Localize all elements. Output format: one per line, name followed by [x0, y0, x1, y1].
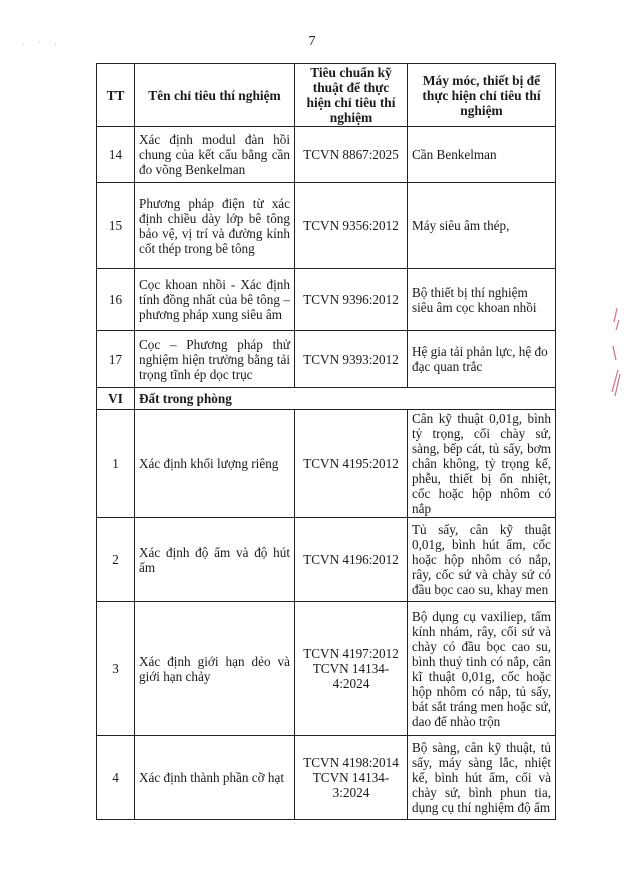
page-number: 7: [308, 34, 316, 49]
row-standard: TCVN 9393:2012: [295, 331, 408, 388]
row-test-name: Xác định modul đàn hồi chung của kết cấu bằng cần đo võng Benkelman: [135, 127, 295, 183]
row-standard: TCVN 4196:2012: [295, 518, 408, 602]
row-equipment: Cần Benkelman: [408, 127, 556, 183]
row-test-name: Xác định giới hạn dẻo và giới hạn chảy: [135, 602, 295, 736]
header-standard: Tiêu chuẩn kỹ thuật để thực hiện chỉ tiêu thí nghiệm: [295, 64, 408, 127]
table-row: [97, 183, 556, 269]
row-tt: 17: [97, 331, 135, 388]
row-standard: TCVN 9396:2012: [295, 269, 408, 331]
section-number: VI: [97, 388, 135, 410]
table-row: [97, 269, 556, 331]
red-margin-stamp: [603, 300, 623, 400]
header-equipment: Máy móc, thiết bị để thực hiện chỉ tiêu thí nghiệm: [408, 64, 556, 127]
row-standard: TCVN 4197:2012 TCVN 14134-4:2024: [295, 602, 408, 736]
row-standard: TCVN 8867:2025: [295, 127, 408, 183]
table-row: [97, 602, 556, 736]
row-tt: 4: [97, 736, 135, 820]
table-header-row: [97, 64, 556, 127]
table-row: [97, 736, 556, 820]
section-row: [97, 388, 556, 410]
header-tt: TT: [97, 64, 135, 127]
table-row: [97, 127, 556, 183]
row-test-name: Phương pháp điện từ xác định chiều dày lớp bê tông bảo vệ, vị trí và đường kính cốt thép trong bê tông: [135, 183, 295, 269]
table-row: [97, 410, 556, 518]
row-equipment: Bộ dụng cụ vaxiliep, tấm kính nhám, rây, cối sứ và chày có đầu bọc cao su, bình thuỷ tinh có nắp, cân kĩ thuật 0,01g, cốc hoặc hộp nhôm có nắp, tủ sấy, bát sắt tráng men hoặc sứ, dao để nhào trộn: [408, 602, 556, 736]
row-tt: 3: [97, 602, 135, 736]
table-row: [97, 331, 556, 388]
row-test-name: Xác định độ ẩm và độ hút ẩm: [135, 518, 295, 602]
table-row: [97, 518, 556, 602]
row-tt: 1: [97, 410, 135, 518]
section-title: Đất trong phòng: [135, 388, 556, 410]
row-equipment: Máy siêu âm thép,: [408, 183, 556, 269]
scan-specks: . · .: [22, 38, 63, 47]
row-equipment: Tủ sấy, cân kỹ thuật 0,01g, bình hút ẩm, cốc hoặc hộp nhôm có nắp, rây, cốc sứ và chày sứ có đầu bọc cao su, khay men: [408, 518, 556, 602]
row-standard: TCVN 9356:2012: [295, 183, 408, 269]
row-equipment: Cân kỹ thuật 0,01g, bình tỷ trọng, cối chày sứ, sàng, bếp cát, tủ sấy, bơm chân không, tỷ trọng kế, phễu, thiết bị ổn nhiệt, cốc hoặc hộp nhôm có nắp: [408, 410, 556, 518]
row-tt: 14: [97, 127, 135, 183]
header-test-name: Tên chỉ tiêu thí nghiệm: [135, 64, 295, 127]
row-equipment: Bộ sàng, cân kỹ thuật, tủ sấy, máy sàng lắc, nhiệt kế, bình hút ẩm, cối và chày sứ, bình phun tia, dụng cụ thí nghiệm độ ẩm: [408, 736, 556, 820]
row-test-name: Xác định thành phần cỡ hạt: [135, 736, 295, 820]
row-test-name: Cọc – Phương pháp thử nghiệm hiện trường bằng tải trọng tĩnh ép dọc trục: [135, 331, 295, 388]
test-standards-table: [96, 63, 556, 820]
row-tt: 16: [97, 269, 135, 331]
row-test-name: Cọc khoan nhồi - Xác định tính đồng nhất của bê tông –phương pháp xung siêu âm: [135, 269, 295, 331]
row-equipment: Bộ thiết bị thí nghiệm siêu âm cọc khoan nhồi: [408, 269, 556, 331]
row-equipment: Hệ gia tải phản lực, hệ đo đạc quan trắc: [408, 331, 556, 388]
row-test-name: Xác định khối lượng riêng: [135, 410, 295, 518]
row-standard: TCVN 4198:2014 TCVN 14134-3:2024: [295, 736, 408, 820]
row-tt: 15: [97, 183, 135, 269]
row-tt: 2: [97, 518, 135, 602]
row-standard: TCVN 4195:2012: [295, 410, 408, 518]
